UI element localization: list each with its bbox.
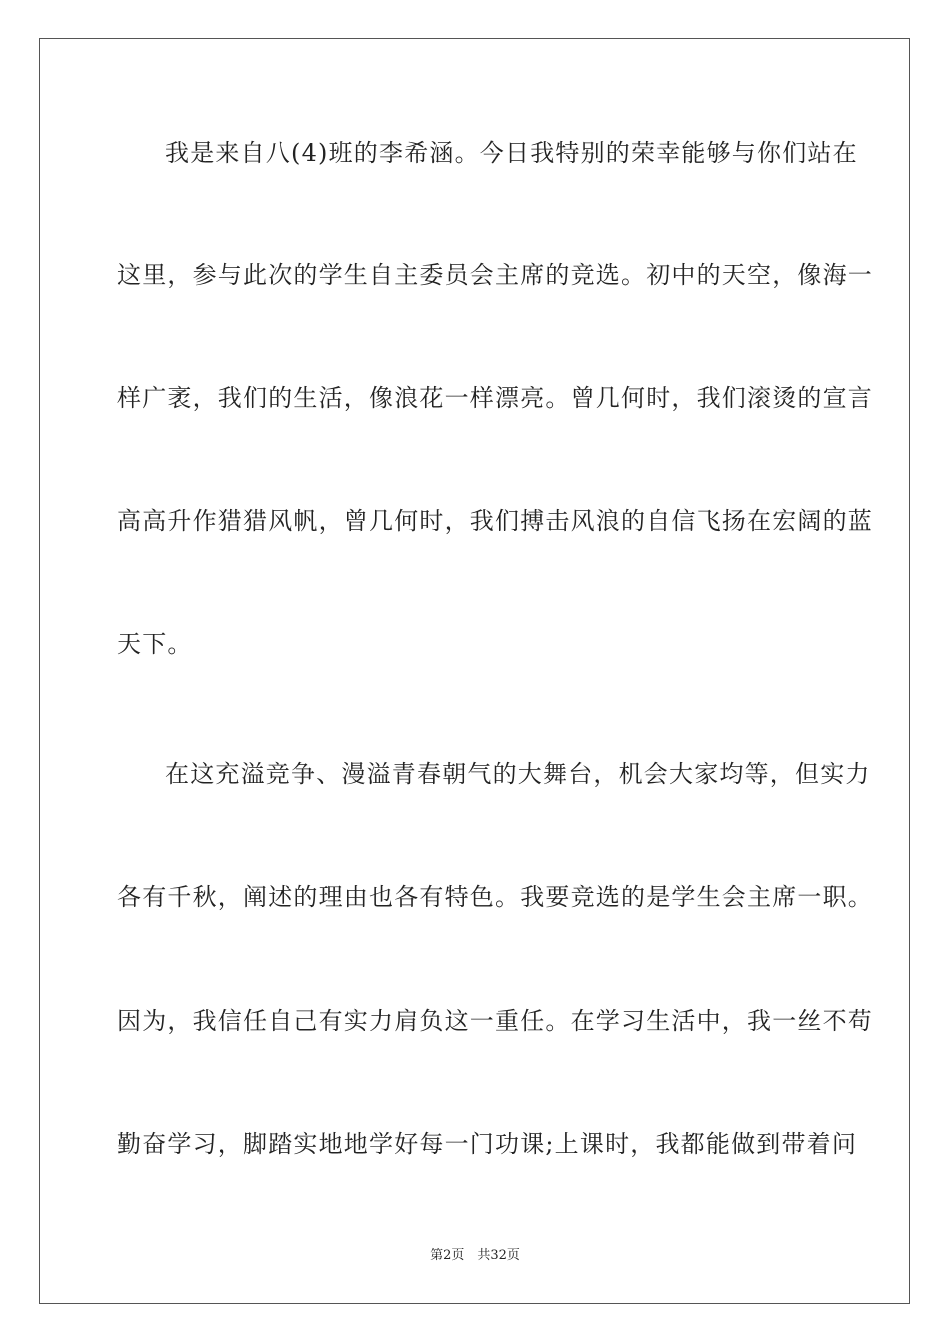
text-line: 因为，我信任自己有实力肩负这一重任。在学习生活中，我一丝不苟 [117, 1007, 873, 1035]
page-number: 第2页 共32页 [430, 1248, 520, 1263]
text-line: 样广袤，我们的生活，像浪花一样漂亮。曾几何时，我们滚烫的宣言 [117, 384, 873, 412]
text-line: 勤奋学习，脚踏实地地学好每一门功课;上课时，我都能做到带着问 [117, 1130, 858, 1158]
text-line: 我是来自八(4)班的李希涵。今日我特别的荣幸能够与你们站在 [165, 139, 858, 167]
text-line: 在这充溢竞争、漫溢青春朝气的大舞台，机会大家均等，但实力 [165, 760, 871, 788]
page-frame [39, 38, 910, 1304]
text-line: 这里，参与此次的学生自主委员会主席的竞选。初中的天空，像海一 [117, 261, 873, 289]
text-line: 各有千秋，阐述的理由也各有特色。我要竞选的是学生会主席一职。 [117, 883, 873, 911]
text-line: 高高升作猎猎风帆，曾几何时，我们搏击风浪的自信飞扬在宏阔的蓝 [117, 507, 873, 535]
text-line: 天下。 [117, 630, 193, 658]
